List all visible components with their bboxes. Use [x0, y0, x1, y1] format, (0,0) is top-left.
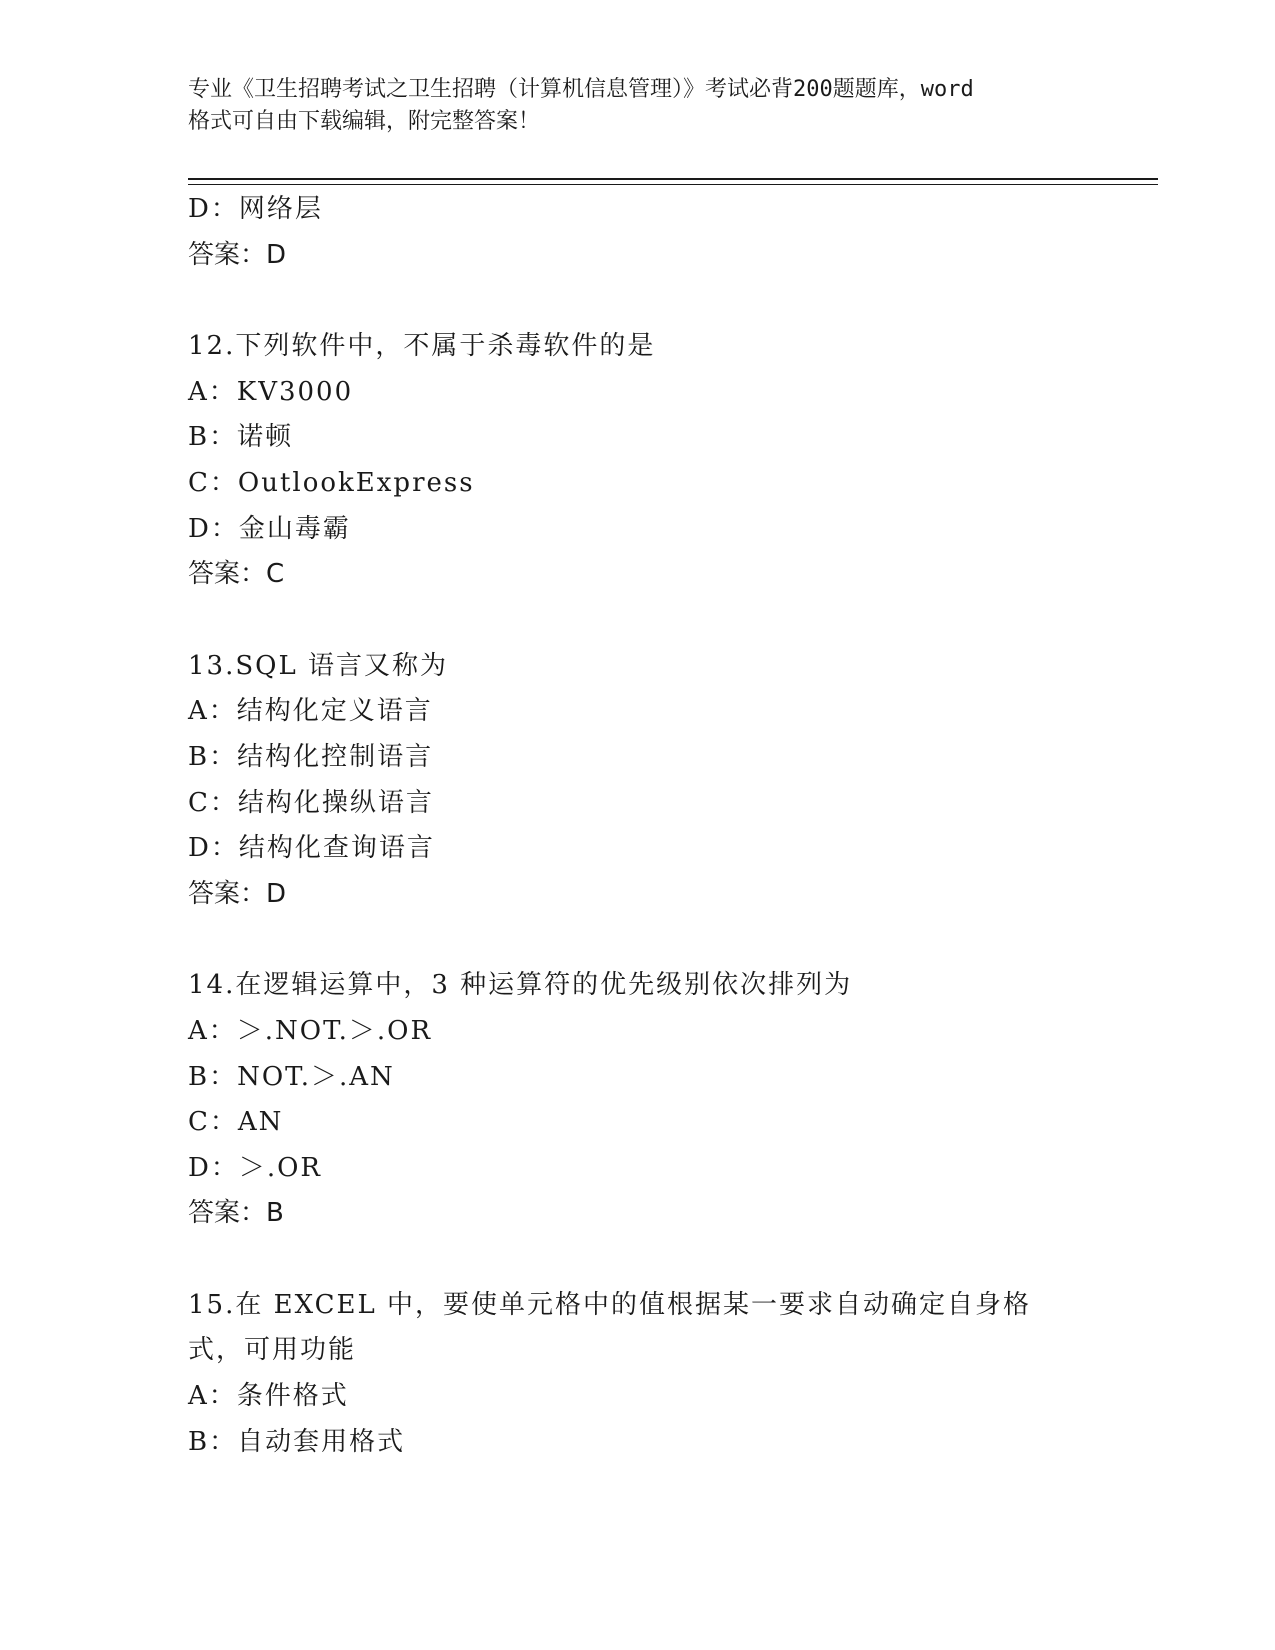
option-c: C：OutlookExpress [188, 467, 475, 498]
option-b: B：自动套用格式 [188, 1426, 406, 1457]
question-14 [188, 963, 1088, 1237]
header-divider-thick [188, 178, 1158, 180]
option-d: D：＞.OR [188, 1152, 323, 1183]
question-list [188, 187, 1088, 1465]
question-12 [188, 324, 1088, 598]
option-b: B：诺顿 [188, 422, 294, 453]
question-stem: 13.SQL 语言又称为 [188, 650, 449, 681]
prev-answer: 答案：D [188, 239, 287, 270]
spacer [188, 917, 1088, 963]
option-a: A：条件格式 [188, 1381, 349, 1412]
answer: 答案：B [188, 1198, 284, 1229]
question-13 [188, 644, 1088, 918]
option-c: C：AN [188, 1107, 284, 1138]
spacer [188, 278, 1088, 324]
option-d: D：金山毒霸 [188, 513, 351, 544]
option-b: B：结构化控制语言 [188, 741, 434, 772]
answer: 答案：D [188, 878, 287, 909]
answer: 答案：C [188, 559, 285, 590]
option-d: D：结构化查询语言 [188, 833, 435, 864]
spacer [188, 1237, 1088, 1283]
question-stem: 15.在 EXCEL 中，要使单元格中的值根据某一要求自动确定自身格式，可用功能 [188, 1289, 1032, 1366]
header-line-1: 专业《卫生招聘考试之卫生招聘（计算机信息管理）》考试必背200题题库，word [188, 77, 974, 102]
option-a: A：KV3000 [188, 376, 354, 407]
document-header [188, 74, 1088, 138]
option-a: A：结构化定义语言 [188, 696, 433, 727]
header-line-2: 格式可自由下载编辑，附完整答案！ [188, 109, 541, 134]
option-b: B：NOT.＞.AN [188, 1061, 395, 1092]
option-c: C：结构化操纵语言 [188, 787, 434, 818]
header-divider-thin [188, 184, 1158, 185]
spacer [188, 598, 1088, 644]
question-stem: 14.在逻辑运算中，3 种运算符的优先级别依次排列为 [188, 970, 853, 1001]
question-stem: 12.下列软件中，不属于杀毒软件的是 [188, 331, 656, 362]
option-a: A：＞.NOT.＞.OR [188, 1015, 433, 1046]
question-15 [188, 1283, 1088, 1465]
prev-option-d: D：网络层 [188, 194, 323, 224]
